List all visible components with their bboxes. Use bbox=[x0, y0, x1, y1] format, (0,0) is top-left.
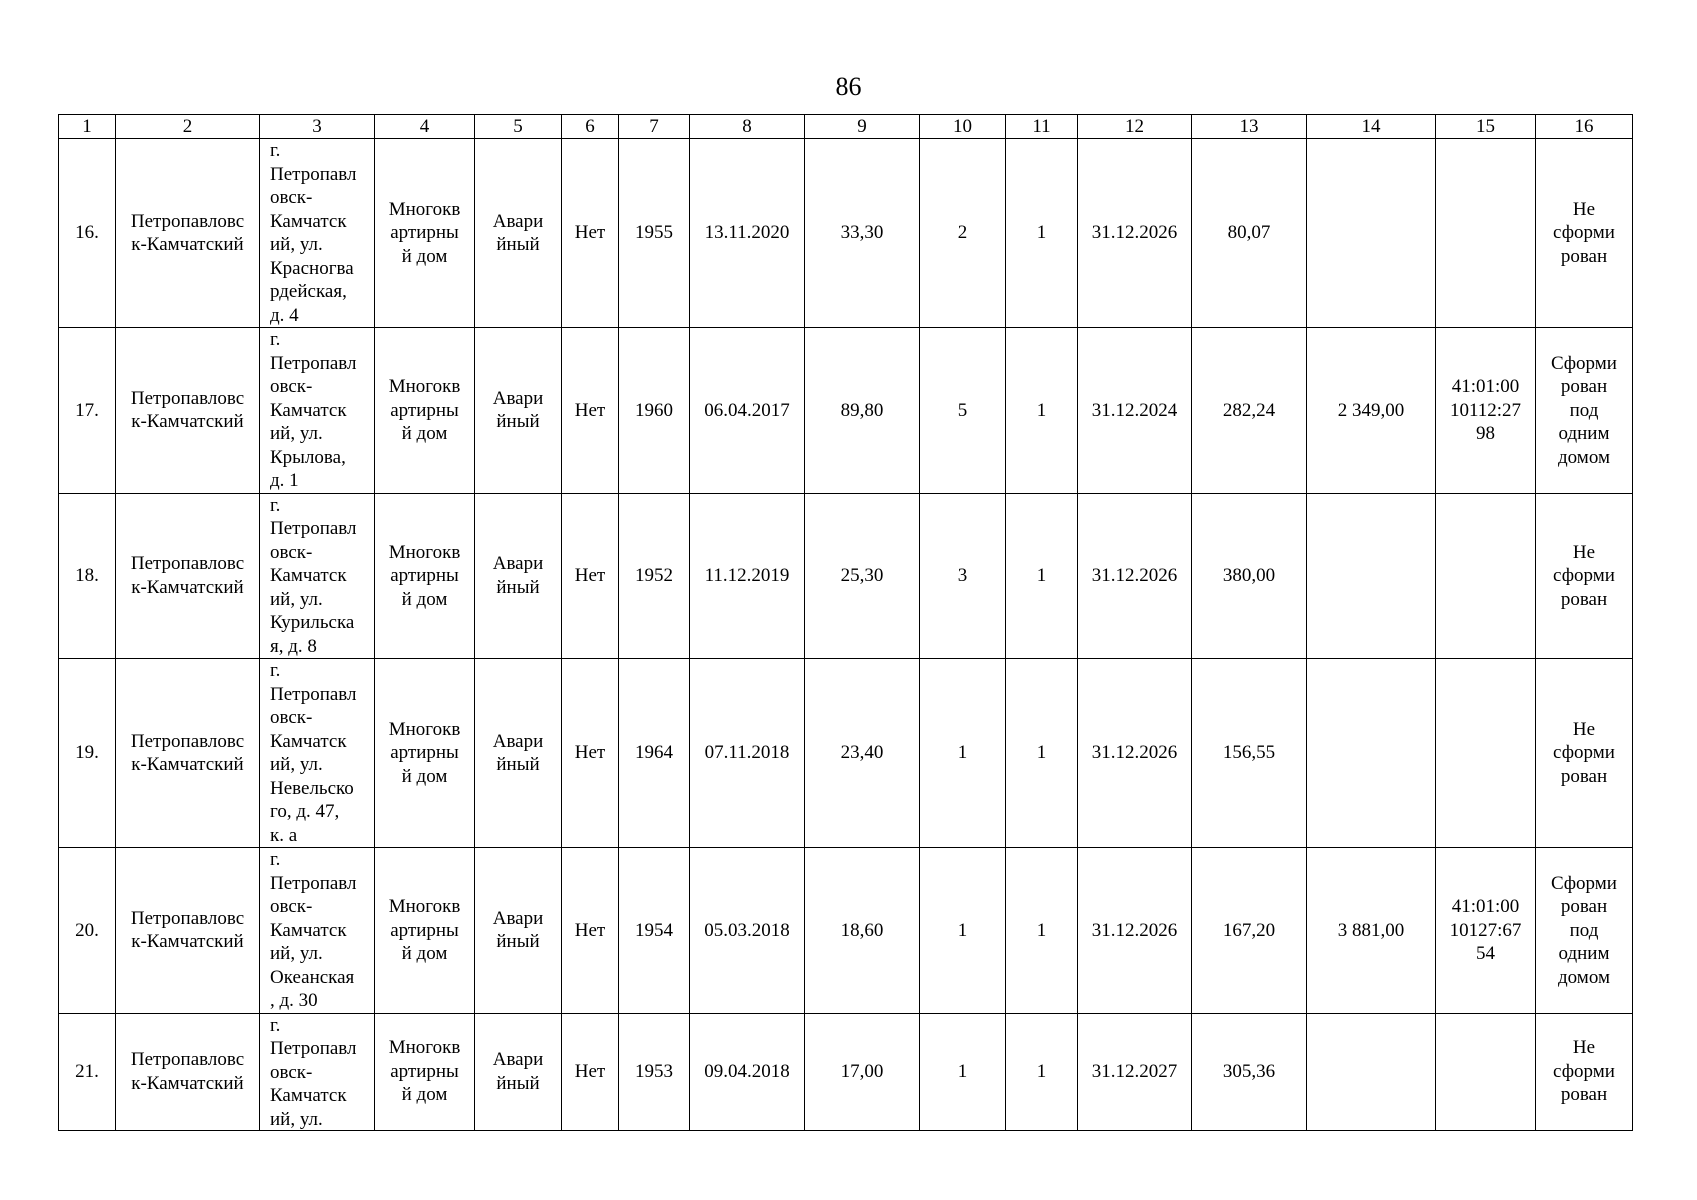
cell-14 bbox=[1307, 1013, 1436, 1130]
address bbox=[260, 1013, 375, 1130]
cell-9: 89,80 bbox=[805, 328, 920, 494]
building-type: Многокв артирны й дом bbox=[375, 493, 475, 659]
row-number: 21. bbox=[59, 1013, 116, 1130]
cadastral-number bbox=[1436, 139, 1536, 328]
row-number: 17. bbox=[59, 328, 116, 494]
cell-9: 17,00 bbox=[805, 1013, 920, 1130]
building-status: Авари йный bbox=[475, 139, 562, 328]
deadline-date: 31.12.2026 bbox=[1078, 139, 1192, 328]
plot-status: Не сформи рован bbox=[1536, 1013, 1633, 1130]
row-number: 18. bbox=[59, 493, 116, 659]
cell-10: 1 bbox=[920, 848, 1006, 1014]
building-status: Авари йный bbox=[475, 493, 562, 659]
building-status: Авари йный bbox=[475, 659, 562, 848]
cell-11: 1 bbox=[1006, 1013, 1078, 1130]
build-year: 1953 bbox=[619, 1013, 690, 1130]
table-row bbox=[59, 328, 1633, 494]
column-header: 13 bbox=[1192, 115, 1307, 139]
table-row bbox=[59, 493, 1633, 659]
plot-status: Не сформи рован bbox=[1536, 659, 1633, 848]
cell-9: 33,30 bbox=[805, 139, 920, 328]
cell-11: 1 bbox=[1006, 139, 1078, 328]
plot-status: Не сформи рован bbox=[1536, 139, 1633, 328]
cell-10: 3 bbox=[920, 493, 1006, 659]
cadastral-number bbox=[1436, 1013, 1536, 1130]
deadline-date: 31.12.2027 bbox=[1078, 1013, 1192, 1130]
plot-status: Сформи рован под одним домом bbox=[1536, 328, 1633, 494]
cell-11: 1 bbox=[1006, 328, 1078, 494]
cadastral-number: 41:01:00 10127:67 54 bbox=[1436, 848, 1536, 1014]
deadline-date: 31.12.2024 bbox=[1078, 328, 1192, 494]
municipality: Петропавловс к-Камчатский bbox=[116, 848, 260, 1014]
building-status: Авари йный bbox=[475, 848, 562, 1014]
cell-6: Нет bbox=[562, 493, 619, 659]
column-header: 12 bbox=[1078, 115, 1192, 139]
column-header: 14 bbox=[1307, 115, 1436, 139]
municipality: Петропавловс к-Камчатский bbox=[116, 659, 260, 848]
cell-9: 18,60 bbox=[805, 848, 920, 1014]
housing-table bbox=[58, 114, 1633, 1131]
decision-date: 05.03.2018 bbox=[690, 848, 805, 1014]
building-status: Авари йный bbox=[475, 328, 562, 494]
cadastral-number bbox=[1436, 493, 1536, 659]
cell-6: Нет bbox=[562, 848, 619, 1014]
building-type: Многокв артирны й дом bbox=[375, 328, 475, 494]
municipality: Петропавловс к-Камчатский bbox=[116, 328, 260, 494]
deadline-date: 31.12.2026 bbox=[1078, 848, 1192, 1014]
column-header: 2 bbox=[116, 115, 260, 139]
table-row bbox=[59, 659, 1633, 848]
cell-14: 3 881,00 bbox=[1307, 848, 1436, 1014]
cell-11: 1 bbox=[1006, 659, 1078, 848]
column-header: 1 bbox=[59, 115, 116, 139]
column-header: 16 bbox=[1536, 115, 1633, 139]
column-header: 5 bbox=[475, 115, 562, 139]
deadline-date: 31.12.2026 bbox=[1078, 493, 1192, 659]
column-header: 6 bbox=[562, 115, 619, 139]
address-text: г. Петропавл овск- Камчатск ий, ул. bbox=[270, 1014, 357, 1130]
deadline-date: 31.12.2026 bbox=[1078, 659, 1192, 848]
building-status: Авари йный bbox=[475, 1013, 562, 1130]
cell-10: 1 bbox=[920, 659, 1006, 848]
column-header: 3 bbox=[260, 115, 375, 139]
build-year: 1964 bbox=[619, 659, 690, 848]
address: г. Петропавл овск- Камчатск ий, ул. Курильска я, д. 8 bbox=[260, 493, 375, 659]
cell-14 bbox=[1307, 139, 1436, 328]
plot-status: Не сформи рован bbox=[1536, 493, 1633, 659]
cell-14 bbox=[1307, 659, 1436, 848]
cell-9: 23,40 bbox=[805, 659, 920, 848]
decision-date: 06.04.2017 bbox=[690, 328, 805, 494]
row-number: 19. bbox=[59, 659, 116, 848]
cell-14: 2 349,00 bbox=[1307, 328, 1436, 494]
row-number: 16. bbox=[59, 139, 116, 328]
building-type: Многокв артирны й дом bbox=[375, 659, 475, 848]
column-header: 15 bbox=[1436, 115, 1536, 139]
build-year: 1955 bbox=[619, 139, 690, 328]
column-header: 9 bbox=[805, 115, 920, 139]
decision-date: 09.04.2018 bbox=[690, 1013, 805, 1130]
building-type: Многокв артирны й дом bbox=[375, 848, 475, 1014]
decision-date: 13.11.2020 bbox=[690, 139, 805, 328]
cell-10: 1 bbox=[920, 1013, 1006, 1130]
cell-13: 305,36 bbox=[1192, 1013, 1307, 1130]
column-header: 10 bbox=[920, 115, 1006, 139]
build-year: 1960 bbox=[619, 328, 690, 494]
building-type: Многокв артирны й дом bbox=[375, 139, 475, 328]
address: г. Петропавл овск- Камчатск ий, ул. Невельско го, д. 47, к. а bbox=[260, 659, 375, 848]
address: г. Петропавл овск- Камчатск ий, ул. Океанская , д. 30 bbox=[260, 848, 375, 1014]
build-year: 1954 bbox=[619, 848, 690, 1014]
cell-11: 1 bbox=[1006, 493, 1078, 659]
cell-10: 2 bbox=[920, 139, 1006, 328]
cell-14 bbox=[1307, 493, 1436, 659]
cadastral-number: 41:01:00 10112:27 98 bbox=[1436, 328, 1536, 494]
page-number: 86 bbox=[835, 72, 862, 101]
cell-10: 5 bbox=[920, 328, 1006, 494]
cell-13: 167,20 bbox=[1192, 848, 1307, 1014]
column-header: 8 bbox=[690, 115, 805, 139]
cell-6: Нет bbox=[562, 139, 619, 328]
municipality: Петропавловс к-Камчатский bbox=[116, 493, 260, 659]
column-header: 11 bbox=[1006, 115, 1078, 139]
municipality: Петропавловс к-Камчатский bbox=[116, 139, 260, 328]
cadastral-number bbox=[1436, 659, 1536, 848]
cell-6: Нет bbox=[562, 659, 619, 848]
table-row bbox=[59, 848, 1633, 1014]
cell-13: 156,55 bbox=[1192, 659, 1307, 848]
cell-9: 25,30 bbox=[805, 493, 920, 659]
cell-13: 282,24 bbox=[1192, 328, 1307, 494]
build-year: 1952 bbox=[619, 493, 690, 659]
row-number: 20. bbox=[59, 848, 116, 1014]
table-row bbox=[59, 139, 1633, 328]
municipality: Петропавловс к-Камчатский bbox=[116, 1013, 260, 1130]
cell-11: 1 bbox=[1006, 848, 1078, 1014]
table-row bbox=[59, 1013, 1633, 1130]
column-header: 7 bbox=[619, 115, 690, 139]
decision-date: 11.12.2019 bbox=[690, 493, 805, 659]
plot-status: Сформи рован под одним домом bbox=[1536, 848, 1633, 1014]
cell-6: Нет bbox=[562, 1013, 619, 1130]
header-row bbox=[59, 115, 1633, 139]
address: г. Петропавл овск- Камчатск ий, ул. Красногва рдейская, д. 4 bbox=[260, 139, 375, 328]
decision-date: 07.11.2018 bbox=[690, 659, 805, 848]
building-type: Многокв артирны й дом bbox=[375, 1013, 475, 1130]
column-header: 4 bbox=[375, 115, 475, 139]
cell-13: 80,07 bbox=[1192, 139, 1307, 328]
cell-13: 380,00 bbox=[1192, 493, 1307, 659]
address: г. Петропавл овск- Камчатск ий, ул. Крылова, д. 1 bbox=[260, 328, 375, 494]
cell-6: Нет bbox=[562, 328, 619, 494]
